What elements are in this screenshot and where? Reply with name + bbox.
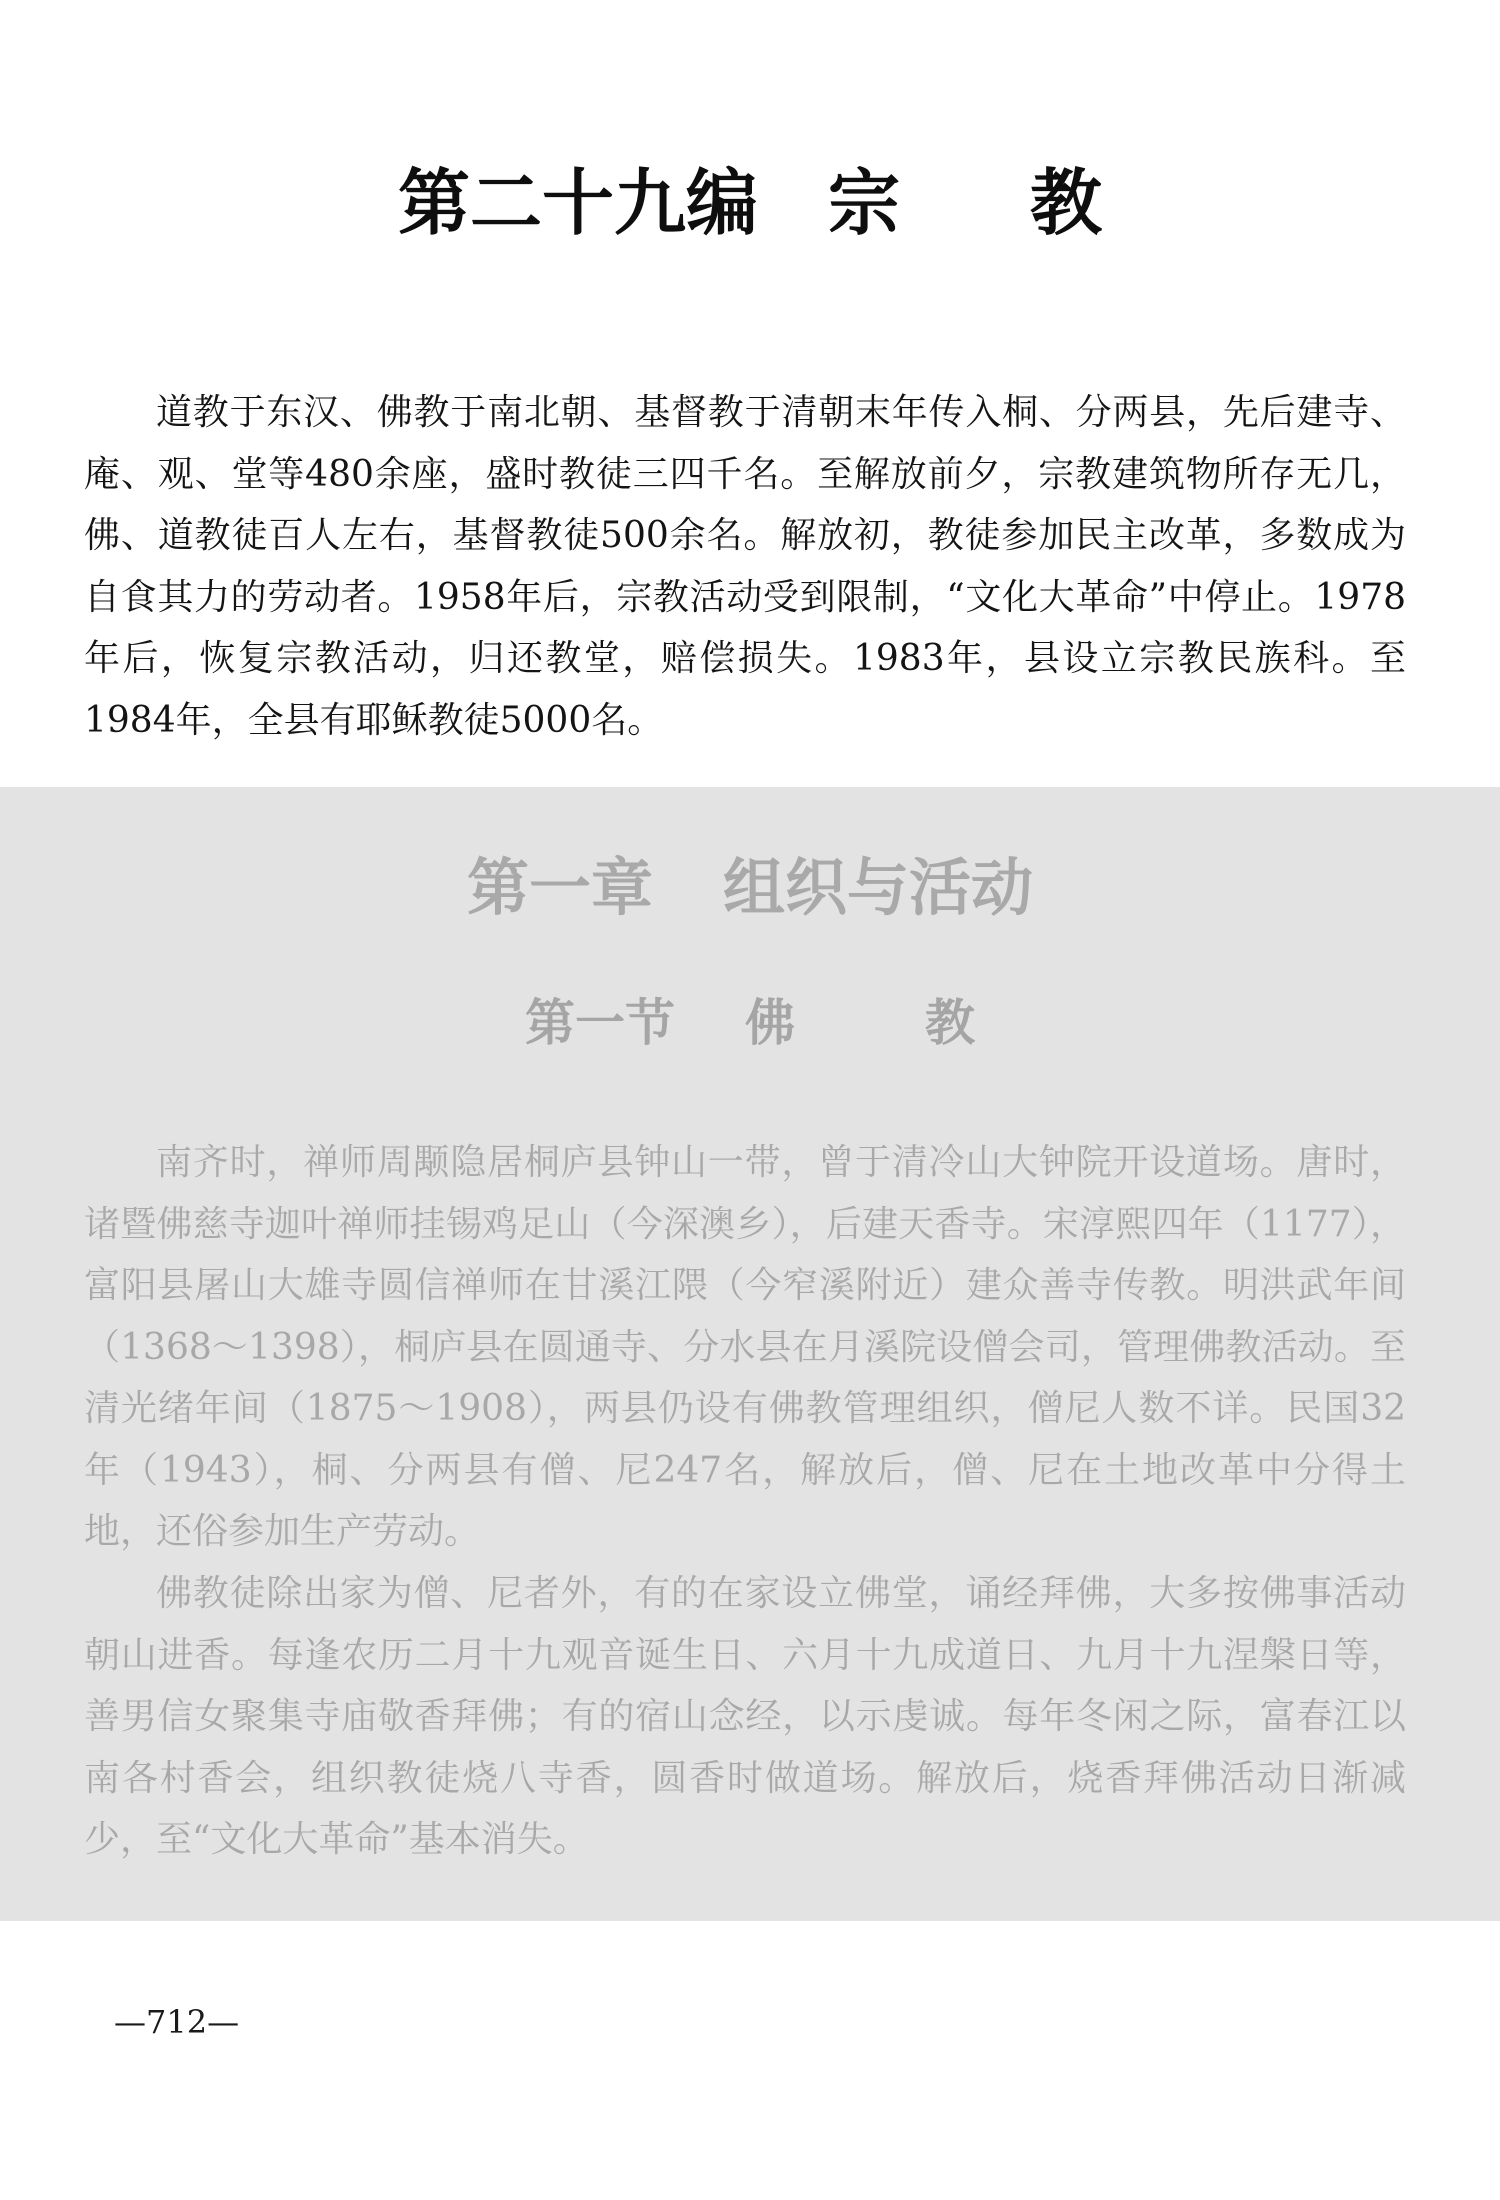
body-paragraph-1: 南齐时，禅师周颙隐居桐庐县钟山一带，曾于清冷山大钟院开设道场。唐时，诸暨佛慈寺迦叶禅师挂锡鸡足山（今深澳乡），后建天香寺。宋淳熙四年（1177），富阳县屠山大雄寺圆信禅师在甘溪江隈（今窄溪附近）建众善寺传教。明洪武年间（1368～1398），桐庐县在圆通寺、分水县在月溪院设僧会司，管理佛教活动。至清光绪年间（1875～1908），两县仍设有佛教管理组织，僧尼人数不详。民国32年（1943），桐、分两县有僧、尼247名，解放后，僧、尼在土地改革中分得土地，还俗参加生产劳动。 [84,1142,1406,1552]
section-label: 第一节 [525,993,675,1052]
section-name-jiao: 教 [925,993,975,1052]
title-part-volume: 第二十九编 [397,161,758,245]
intro-paragraph: 道教于东汉、佛教于南北朝、基督教于清朝末年传入桐、分两县，先后建寺、庵、观、堂等480余座，盛时教徒三四千名。至解放前夕，宗教建筑物所存无几，佛、道教徒百人左右，基督教徒500余名。解放初，教徒参加民主改革，多数成为自食其力的劳动者。1958年后，宗教活动受到限制，“文化大革命”中停止。1978年后，恢复宗教活动，归还教堂，赔偿损失。1983年，县设立宗教民族科。至1984年，全县有耶稣教徒5000名。 [84,392,1406,741]
chapter-label: 第一章 [466,851,653,924]
chapter-name: 组织与活动 [723,851,1034,924]
body-paragraph-2: 佛教徒除出家为僧、尼者外，有的在家设立佛堂，诵经拜佛，大多按佛事活动朝山进香。每逢农历二月十九观音诞生日、六月十九成道日、九月十九涅槃日等，善男信女聚集寺庙敬香拜佛；有的宿山念经，以示虔诚。每年冬闲之际，富春江以南各村香会，组织教徒烧八寺香，圆香时做道场。解放后，烧香拜佛活动日渐减少，至“文化大革命”基本消失。 [84,1573,1406,1860]
page-title [0,158,1500,248]
title-part-zong: 宗 [827,161,900,245]
title-part-jiao: 教 [1030,161,1103,245]
chapter-title [0,848,1500,928]
page-number: —712— [114,2003,240,2041]
section-title [0,990,1500,1056]
section-name-fo: 佛 [745,993,795,1052]
